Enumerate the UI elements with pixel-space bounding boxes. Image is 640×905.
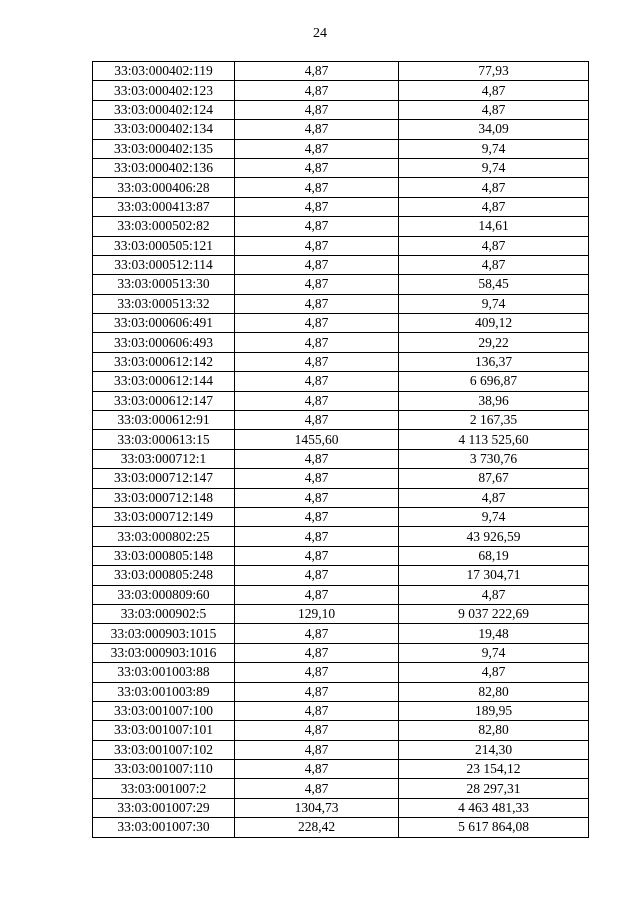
value-cell: 4,87 xyxy=(235,566,399,585)
table-row xyxy=(93,217,589,236)
cadastral-number-cell: 33:03:000402:136 xyxy=(93,158,235,177)
cadastral-number-cell: 33:03:000613:15 xyxy=(93,430,235,449)
cadastral-number-cell: 33:03:001007:2 xyxy=(93,779,235,798)
cadastral-number-cell: 33:03:001003:89 xyxy=(93,682,235,701)
page-number: 24 xyxy=(313,26,327,41)
amount-cell: 82,80 xyxy=(399,721,589,740)
data-table xyxy=(92,61,589,838)
amount-cell: 4,87 xyxy=(399,81,589,100)
table-row xyxy=(93,372,589,391)
table-row xyxy=(93,721,589,740)
table-row xyxy=(93,798,589,817)
amount-cell: 4 113 525,60 xyxy=(399,430,589,449)
value-cell: 4,87 xyxy=(235,546,399,565)
table-row xyxy=(93,81,589,100)
table-row xyxy=(93,779,589,798)
table-row xyxy=(93,527,589,546)
cadastral-number-cell: 33:03:000606:493 xyxy=(93,333,235,352)
cadastral-number-cell: 33:03:001007:102 xyxy=(93,740,235,759)
cadastral-number-cell: 33:03:000513:32 xyxy=(93,294,235,313)
amount-cell: 29,22 xyxy=(399,333,589,352)
value-cell: 4,87 xyxy=(235,585,399,604)
value-cell: 228,42 xyxy=(235,818,399,837)
amount-cell: 19,48 xyxy=(399,624,589,643)
value-cell: 4,87 xyxy=(235,81,399,100)
value-cell: 4,87 xyxy=(235,217,399,236)
table-row xyxy=(93,643,589,662)
cadastral-number-cell: 33:03:000802:25 xyxy=(93,527,235,546)
table-row xyxy=(93,158,589,177)
amount-cell: 34,09 xyxy=(399,120,589,139)
table-row xyxy=(93,139,589,158)
cadastral-number-cell: 33:03:000505:121 xyxy=(93,236,235,255)
value-cell: 4,87 xyxy=(235,469,399,488)
cadastral-number-cell: 33:03:000612:142 xyxy=(93,352,235,371)
value-cell: 4,87 xyxy=(235,158,399,177)
value-cell: 4,87 xyxy=(235,314,399,333)
table-row xyxy=(93,275,589,294)
table-row xyxy=(93,178,589,197)
value-cell: 4,87 xyxy=(235,120,399,139)
table-row xyxy=(93,663,589,682)
amount-cell: 38,96 xyxy=(399,391,589,410)
table-row xyxy=(93,624,589,643)
amount-cell: 87,67 xyxy=(399,469,589,488)
table-row xyxy=(93,314,589,333)
table-row xyxy=(93,760,589,779)
amount-cell: 58,45 xyxy=(399,275,589,294)
cadastral-number-cell: 33:03:000612:144 xyxy=(93,372,235,391)
cadastral-number-cell: 33:03:001007:30 xyxy=(93,818,235,837)
value-cell: 4,87 xyxy=(235,236,399,255)
amount-cell: 43 926,59 xyxy=(399,527,589,546)
amount-cell: 6 696,87 xyxy=(399,372,589,391)
amount-cell: 14,61 xyxy=(399,217,589,236)
cadastral-number-cell: 33:03:001007:110 xyxy=(93,760,235,779)
value-cell: 4,87 xyxy=(235,701,399,720)
value-cell: 4,87 xyxy=(235,488,399,507)
cadastral-number-cell: 33:03:000502:82 xyxy=(93,217,235,236)
table-row xyxy=(93,100,589,119)
cadastral-number-cell: 33:03:000712:149 xyxy=(93,507,235,526)
table-row xyxy=(93,197,589,216)
cadastral-number-cell: 33:03:000903:1016 xyxy=(93,643,235,662)
table-body xyxy=(93,62,589,838)
value-cell: 1304,73 xyxy=(235,798,399,817)
table-row xyxy=(93,682,589,701)
table-row xyxy=(93,488,589,507)
table-row xyxy=(93,604,589,623)
table-row xyxy=(93,818,589,837)
value-cell: 4,87 xyxy=(235,721,399,740)
amount-cell: 9,74 xyxy=(399,294,589,313)
amount-cell: 9,74 xyxy=(399,158,589,177)
value-cell: 4,87 xyxy=(235,663,399,682)
table-row xyxy=(93,294,589,313)
amount-cell: 9 037 222,69 xyxy=(399,604,589,623)
table-row xyxy=(93,391,589,410)
cadastral-number-cell: 33:03:001007:29 xyxy=(93,798,235,817)
table-row xyxy=(93,411,589,430)
table-row xyxy=(93,430,589,449)
table-row xyxy=(93,333,589,352)
cadastral-number-cell: 33:03:000413:87 xyxy=(93,197,235,216)
value-cell: 4,87 xyxy=(235,682,399,701)
cadastral-number-cell: 33:03:000712:148 xyxy=(93,488,235,507)
value-cell: 4,87 xyxy=(235,507,399,526)
cadastral-number-cell: 33:03:000902:5 xyxy=(93,604,235,623)
cadastral-number-cell: 33:03:000809:60 xyxy=(93,585,235,604)
value-cell: 4,87 xyxy=(235,449,399,468)
cadastral-number-cell: 33:03:000805:248 xyxy=(93,566,235,585)
cadastral-number-cell: 33:03:000903:1015 xyxy=(93,624,235,643)
table-row xyxy=(93,740,589,759)
cadastral-number-cell: 33:03:000402:119 xyxy=(93,62,235,81)
value-cell: 4,87 xyxy=(235,391,399,410)
amount-cell: 9,74 xyxy=(399,507,589,526)
amount-cell: 4,87 xyxy=(399,585,589,604)
cadastral-number-cell: 33:03:000402:124 xyxy=(93,100,235,119)
value-cell: 4,87 xyxy=(235,352,399,371)
value-cell: 4,87 xyxy=(235,197,399,216)
amount-cell: 82,80 xyxy=(399,682,589,701)
value-cell: 4,87 xyxy=(235,275,399,294)
value-cell: 4,87 xyxy=(235,333,399,352)
cadastral-number-cell: 33:03:000606:491 xyxy=(93,314,235,333)
amount-cell: 17 304,71 xyxy=(399,566,589,585)
amount-cell: 9,74 xyxy=(399,139,589,158)
cadastral-number-cell: 33:03:000402:134 xyxy=(93,120,235,139)
value-cell: 4,87 xyxy=(235,624,399,643)
table-row xyxy=(93,449,589,468)
value-cell: 4,87 xyxy=(235,139,399,158)
cadastral-number-cell: 33:03:000512:114 xyxy=(93,255,235,274)
amount-cell: 189,95 xyxy=(399,701,589,720)
table-row xyxy=(93,62,589,81)
cadastral-number-cell: 33:03:001003:88 xyxy=(93,663,235,682)
amount-cell: 4,87 xyxy=(399,488,589,507)
table-row xyxy=(93,546,589,565)
table-row xyxy=(93,507,589,526)
amount-cell: 23 154,12 xyxy=(399,760,589,779)
table-row xyxy=(93,469,589,488)
value-cell: 4,87 xyxy=(235,779,399,798)
amount-cell: 3 730,76 xyxy=(399,449,589,468)
cadastral-number-cell: 33:03:000805:148 xyxy=(93,546,235,565)
table-row xyxy=(93,566,589,585)
amount-cell: 5 617 864,08 xyxy=(399,818,589,837)
cadastral-number-cell: 33:03:000712:1 xyxy=(93,449,235,468)
amount-cell: 4,87 xyxy=(399,663,589,682)
amount-cell: 214,30 xyxy=(399,740,589,759)
amount-cell: 2 167,35 xyxy=(399,411,589,430)
amount-cell: 68,19 xyxy=(399,546,589,565)
value-cell: 1455,60 xyxy=(235,430,399,449)
value-cell: 4,87 xyxy=(235,62,399,81)
cadastral-number-cell: 33:03:000612:147 xyxy=(93,391,235,410)
value-cell: 4,87 xyxy=(235,100,399,119)
value-cell: 4,87 xyxy=(235,527,399,546)
value-cell: 4,87 xyxy=(235,178,399,197)
table-row xyxy=(93,585,589,604)
amount-cell: 4,87 xyxy=(399,197,589,216)
amount-cell: 136,37 xyxy=(399,352,589,371)
table-row xyxy=(93,120,589,139)
cadastral-number-cell: 33:03:000712:147 xyxy=(93,469,235,488)
cadastral-number-cell: 33:03:000513:30 xyxy=(93,275,235,294)
amount-cell: 4,87 xyxy=(399,255,589,274)
amount-cell: 77,93 xyxy=(399,62,589,81)
value-cell: 4,87 xyxy=(235,294,399,313)
cadastral-number-cell: 33:03:000406:28 xyxy=(93,178,235,197)
value-cell: 129,10 xyxy=(235,604,399,623)
table-row xyxy=(93,701,589,720)
table-row xyxy=(93,352,589,371)
value-cell: 4,87 xyxy=(235,372,399,391)
cadastral-number-cell: 33:03:000402:123 xyxy=(93,81,235,100)
cadastral-number-cell: 33:03:001007:100 xyxy=(93,701,235,720)
amount-cell: 28 297,31 xyxy=(399,779,589,798)
table-row xyxy=(93,255,589,274)
table-row xyxy=(93,236,589,255)
value-cell: 4,87 xyxy=(235,760,399,779)
cadastral-number-cell: 33:03:000612:91 xyxy=(93,411,235,430)
amount-cell: 409,12 xyxy=(399,314,589,333)
value-cell: 4,87 xyxy=(235,740,399,759)
amount-cell: 4,87 xyxy=(399,178,589,197)
value-cell: 4,87 xyxy=(235,643,399,662)
amount-cell: 4,87 xyxy=(399,236,589,255)
amount-cell: 9,74 xyxy=(399,643,589,662)
value-cell: 4,87 xyxy=(235,255,399,274)
value-cell: 4,87 xyxy=(235,411,399,430)
cadastral-number-cell: 33:03:001007:101 xyxy=(93,721,235,740)
amount-cell: 4 463 481,33 xyxy=(399,798,589,817)
cadastral-number-cell: 33:03:000402:135 xyxy=(93,139,235,158)
amount-cell: 4,87 xyxy=(399,100,589,119)
